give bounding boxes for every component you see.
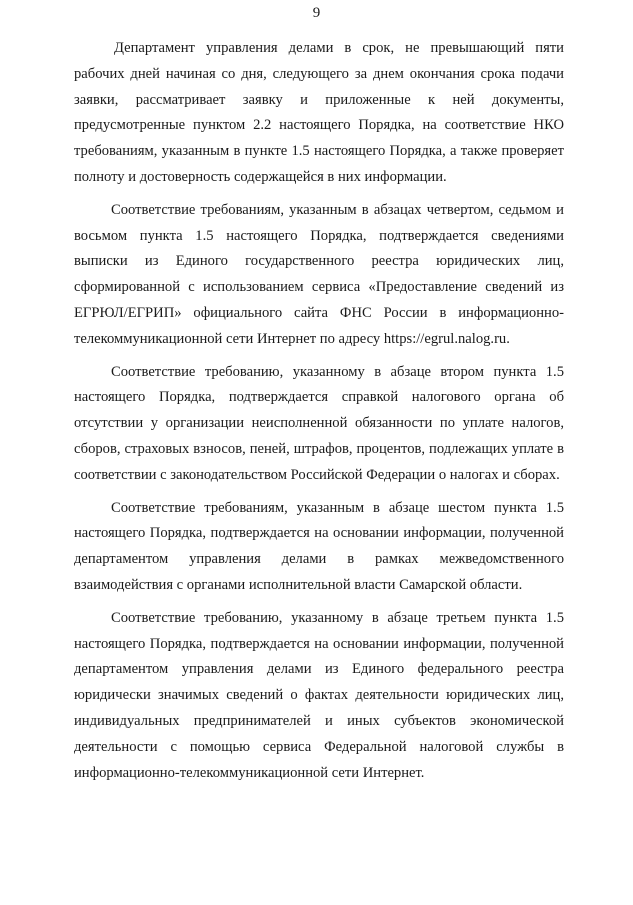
paragraph-review-procedure: Департамент управления делами в срок, не превышающий пяти рабочих дней начиная со дня, следующего за днем окончания срока подачи заявки, рассматривает заявку и приложенные к ней документы, предусмотренные пунктом 2.2 настоящего Порядка, на соответствие НКО требованиям, указанным в пункте 1.5 настоящего Порядка, а также проверяет полноту и достоверность содержащейся в них информации. (74, 40, 564, 185)
document-body (74, 36, 564, 786)
paragraph-interagency-verification: Соответствие требованиям, указанным в абзаце шестом пункта 1.5 настоящего Порядка, подтверждается на основании информации, полученной департаментом управления делами в рамках межведомственного взаимодействия с органами исполнительной власти Самарской области. (74, 499, 564, 593)
paragraph-fedresurs-verification: Соответствие требованию, указанному в абзаце третьем пункта 1.5 настоящего Порядка, подтверждается на основании информации, полученной департаментом управления делами из Единого федерального реестра юридически значимых сведений о фактах деятельности юридических лиц, индивидуальных предпринимателей и иных субъектов экономической деятельности с помощью сервиса Федеральной налоговой службы в информационно-телекоммуникационной сети Интернет. (74, 609, 564, 781)
paragraph-egrul-verification: Соответствие требованиям, указанным в абзацах четвертом, седьмом и восьмом пункта 1.5 настоящего Порядка, подтверждается сведениями выписки из Единого государственного реестра юридических лиц, сформированной с использованием сервиса «Предоставление сведений из ЕГРЮЛ/ЕГРИП» официального сайта ФНС России в информационно-телекоммуникационной сети Интернет по адресу https://egrul.nalog.ru. (74, 201, 564, 347)
page-number: 9 (312, 5, 321, 21)
paragraph-tax-certificate: Соответствие требованию, указанному в абзаце втором пункта 1.5 настоящего Порядка, подтверждается справкой налогового органа об отсутствии у организации неисполненной обязанности по уплате налогов, сборов, страховых взносов, пеней, штрафов, процентов, подлежащих уплате в соответствии с законодательством Российской Федерации о налогах и сборах. (74, 363, 564, 483)
